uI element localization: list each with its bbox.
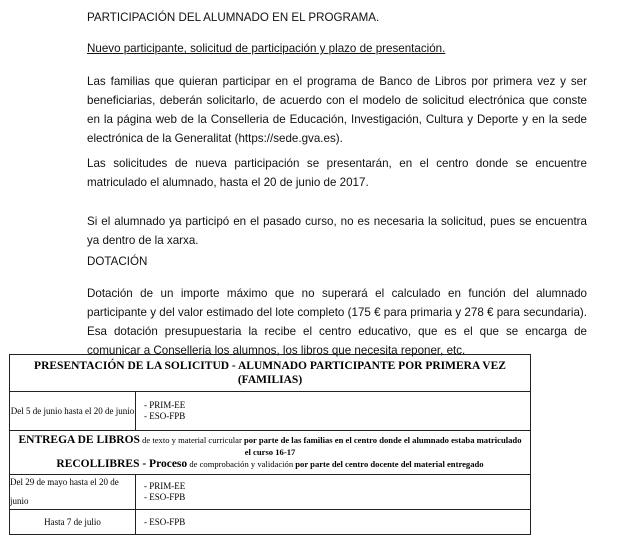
levels-cell bbox=[136, 510, 530, 534]
recollibres-text: de comprobación y validación bbox=[187, 459, 296, 469]
entrega-text-bold: por parte de las familias en el centro donde el alumnado estaba matriculado bbox=[243, 435, 522, 445]
date-cell: Hasta 7 de julio bbox=[10, 510, 136, 534]
paragraph-families: Las familias que quieran participar en el programa de Banco de Libros por primera vez y ser beneficiarias, deberán solicitarlo, de acuerdo con el modelo de solicitud electrónica que conste en la página web de la Conselleria de Educación, Investigación, Cultura y Deporte y en la sede electrónica de la Generalitat (https://sede.gva.es). bbox=[87, 75, 587, 145]
levels-cell bbox=[136, 475, 530, 509]
levels-cell bbox=[136, 392, 530, 430]
level-item: - ESO-FPB bbox=[144, 411, 186, 421]
table-row bbox=[10, 431, 530, 475]
table-row bbox=[10, 475, 530, 510]
recollibres-text-bold: por parte del centro docente del material entregado bbox=[295, 459, 484, 469]
dotacion-heading: DOTACIÓN bbox=[87, 255, 148, 268]
paragraph-deadline: Las solicitudes de nueva participación se presentarán, en el centro donde se encuentre matriculado el alumnado, hasta el 20 de junio de 2017. bbox=[87, 157, 587, 189]
table-row bbox=[10, 510, 530, 534]
schedule-table bbox=[9, 354, 531, 535]
section-heading: PARTICIPACIÓN DEL ALUMNADO EN EL PROGRAMA. bbox=[87, 11, 380, 24]
date-cell: Del 5 de junio hasta el 20 de junio bbox=[10, 392, 136, 430]
entrega-title: ENTREGA DE LIBROS bbox=[18, 434, 140, 446]
level-item: - PRIM-EE bbox=[144, 400, 186, 410]
level-item: - ESO-FPB bbox=[144, 516, 186, 527]
entrega-course: el curso 16-17 bbox=[244, 447, 296, 457]
date-cell: Del 29 de mayo hasta el 20 de junio bbox=[10, 475, 136, 509]
level-item: - ESO-FPB bbox=[144, 492, 186, 502]
recollibres-title: RECOLLIBRES - Proceso bbox=[56, 458, 188, 470]
entrega-cell bbox=[10, 431, 530, 474]
paragraph-dotacion: Dotación de un importe máximo que no superará el calculado en función del alumnado participante y del valor estimado del lote completo (175 € para primaria y 278 € para secundaria). Esa dotación presupuestaria la recibe el centro educativo, que es el que se encarga de comunicar a Conselleria los alumnos, los libros que necesita reponer, etc. bbox=[87, 287, 587, 357]
table-row bbox=[10, 392, 530, 431]
entrega-text: de texto y material curricular bbox=[139, 435, 244, 445]
table-title: PRESENTACIÓN DE LA SOLICITUD - ALUMNADO PARTICIPANTE POR PRIMERA VEZ (FAMILIAS) bbox=[34, 360, 506, 386]
paragraph-returning: Si el alumnado ya participó en el pasado curso, no es necesaria la solicitud, pues se encuentra ya dentro de la xarxa. bbox=[87, 215, 587, 247]
level-item: - PRIM-EE bbox=[144, 481, 186, 491]
subsection-heading: Nuevo participante, solicitud de participación y plazo de presentación. bbox=[87, 42, 446, 55]
table-title-row bbox=[10, 355, 530, 392]
